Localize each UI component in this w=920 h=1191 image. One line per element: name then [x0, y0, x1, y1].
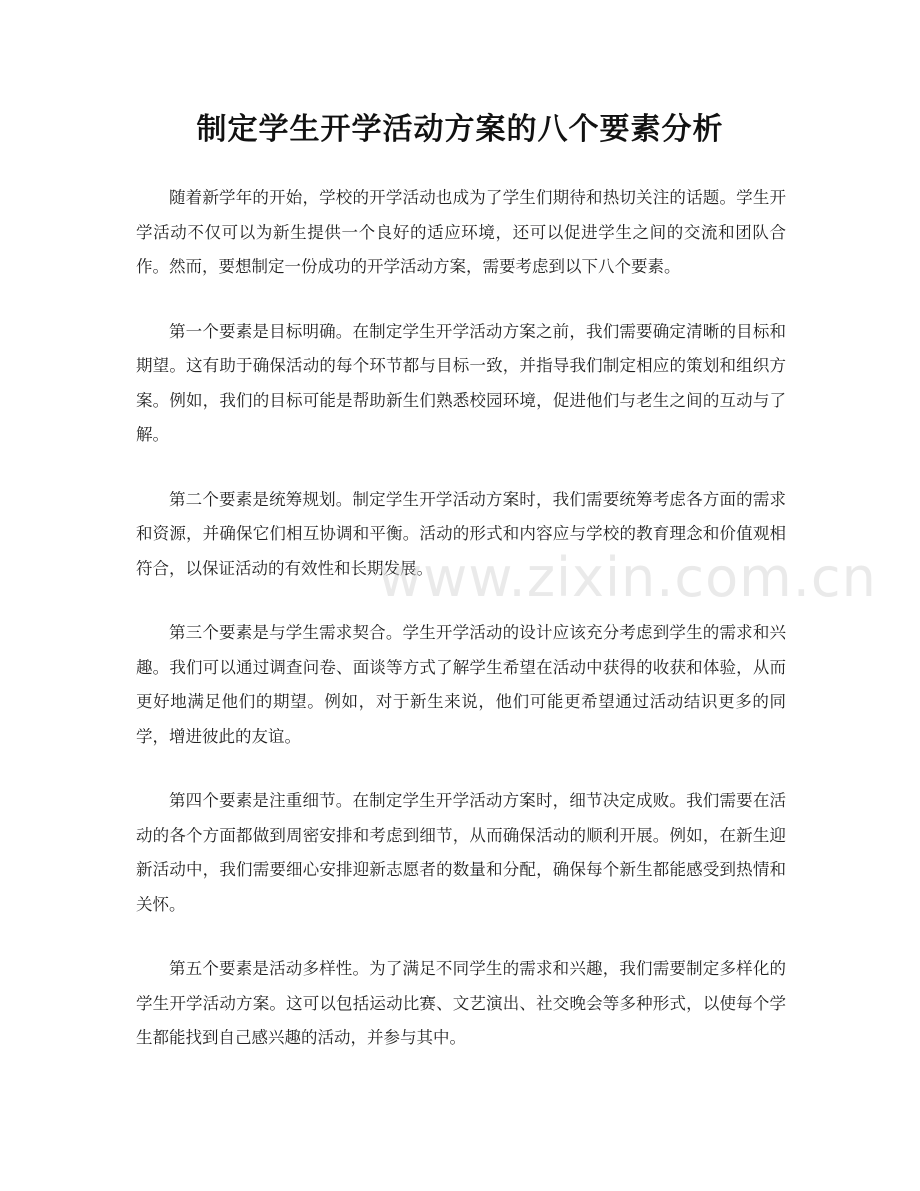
paragraph-element-3: 第三个要素是与学生需求契合。学生开学活动的设计应该充分考虑到学生的需求和兴趣。我们可以通过调查问卷、面谈等方式了解学生希望在活动中获得的收获和体验，从而更好地满足他们的期望。例如，对于新生来说，他们可能更希望通过活动结识更多的同学，增进彼此的友谊。	[136, 623, 786, 746]
paragraph-element-5: 第五个要素是活动多样性。为了满足不同学生的需求和兴趣，我们需要制定多样化的学生开学活动方案。这可以包括运动比赛、文艺演出、社交晚会等多种形式，以使每个学生都能找到自己感兴趣的活动，并参与其中。	[136, 959, 786, 1047]
paragraph-element-1: 第一个要素是目标明确。在制定学生开学活动方案之前，我们需要确定清晰的目标和期望。这有助于确保活动的每个环节都与目标一致，并指导我们制定相应的策划和组织方案。例如，我们的目标可能是帮助新生们熟悉校园环境，促进他们与老生之间的互动与了解。	[136, 321, 786, 444]
watermark: www.zixin.com.cn	[378, 546, 877, 609]
document-title: 制定学生开学活动方案的八个要素分析	[196, 112, 724, 147]
paragraph-element-2: 第二个要素是统筹规划。制定学生开学活动方案时，我们需要统筹考虑各方面的需求和资源，并确保它们相互协调和平衡。活动的形式和内容应与学校的教育理念和价值观相符合，以保证活动的有效性和长期发展。	[136, 489, 786, 578]
paragraph-intro: 随着新学年的开始，学校的开学活动也成为了学生们期待和热切关注的话题。学生开学活动不仅可以为新生提供一个良好的适应环境，还可以促进学生之间的交流和团队合作。然而，要想制定一份成功的开学活动方案，需要考虑到以下八个要素。	[136, 188, 786, 276]
document-body	[136, 181, 786, 1086]
paragraph-element-4: 第四个要素是注重细节。在制定学生开学活动方案时，细节决定成败。我们需要在活动的各个方面都做到周密安排和考虑到细节，从而确保活动的顺利开展。例如，在新生迎新活动中，我们需要细心安排迎新志愿者的数量和分配，确保每个新生都能感受到热情和关怀。	[136, 791, 786, 914]
